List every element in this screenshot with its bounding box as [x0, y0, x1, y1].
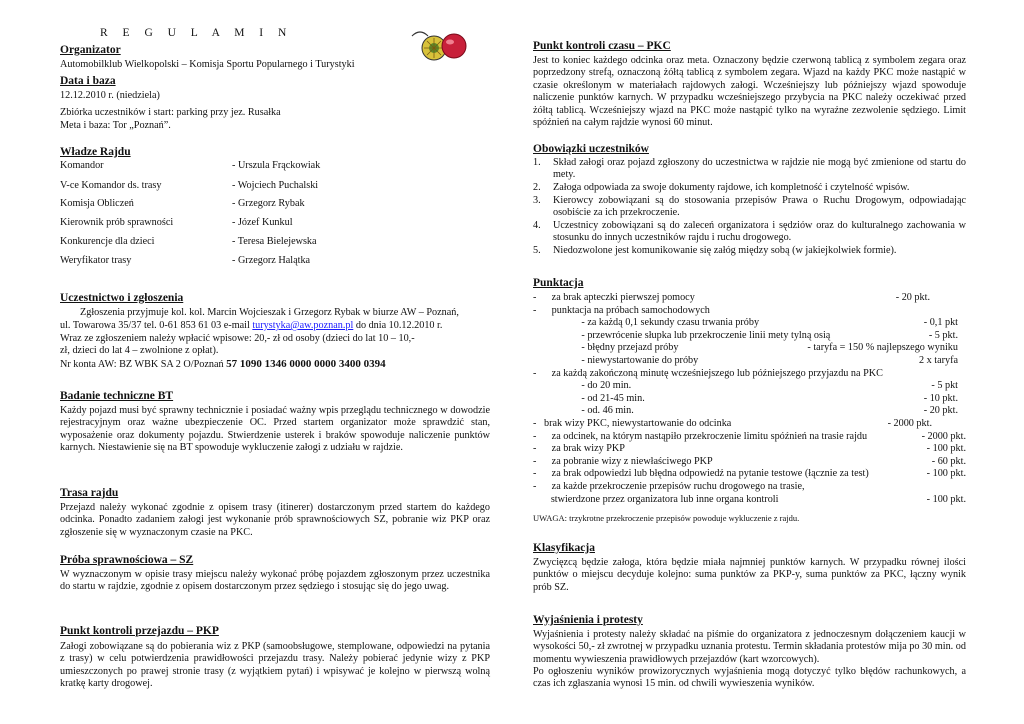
uczestnictwo-line3: Wraz ze zgłoszeniem należy wpłacić wpisowe: 20,- zł od osoby (dzieci do lat 10 – 10,-: [60, 333, 415, 344]
penalty-points: - 5 pkt.: [928, 329, 958, 341]
meta-text: Meta i baza: Tor „Poznań”.: [60, 120, 171, 131]
list-item: [533, 220, 966, 246]
item-number: 4.: [533, 220, 541, 231]
person-name: - Urszula Frąckowiak: [232, 160, 321, 171]
penalty-description: - za pobranie wizy z niewłaściwego PKP: [533, 455, 713, 467]
role-label: Konkurencje dla dzieci: [60, 236, 155, 247]
uczestnictwo-line1: Zgłoszenia przyjmuje kol. kol. Marcin Wojcieszak i Grzegorz Rybak w biurze AW – Poznań,: [80, 307, 459, 318]
penalty-points: - 20 pkt.: [923, 405, 958, 417]
pkc-heading: Punkt kontroli czasu – PKC: [533, 40, 671, 52]
data-baza-heading: Data i baza: [60, 75, 116, 87]
wyjasnienia-text1: Wyjaśnienia i protesty należy składać na piśmie do organizatora z jednoczesnym dołączeniem kaucji w wysokości 50,- zł zwrotnej w przypadku uznania protestu. Termin składania protestów mija po 30 min. od momentu wywieszenia prawidłowych przejazdów (kart wzorcowych).: [533, 629, 966, 665]
penalty-points: - 100 pkt.: [926, 443, 966, 455]
penalty-points: - 2000 pkt.: [887, 418, 932, 429]
list-item: [533, 245, 966, 258]
item-text: Załoga odpowiada za swoje dokumenty rajdowe, ich kompletność i czytelność wpisów.: [553, 182, 910, 193]
role-label: Komandor: [60, 160, 104, 171]
punktacja-row: [533, 292, 966, 305]
item-number: 5.: [533, 245, 541, 256]
penalty-points: - 20 pkt.: [895, 292, 930, 303]
item-number: 3.: [533, 195, 541, 206]
list-item: [533, 182, 966, 195]
item-number: 2.: [533, 182, 541, 193]
penalty-description: - brak wizy PKC, niewystartowanie do odcinka: [533, 418, 732, 429]
penalty-description: - błędny przejazd próby: [533, 342, 679, 354]
punktacja-row: [533, 380, 966, 393]
person-name: - Wojciech Puchalski: [232, 180, 319, 191]
item-text: Skład załogi oraz pojazd zgłoszony do uczestnictwa w rajdzie nie mogą być zmienione od startu do mety.: [553, 157, 966, 181]
punktacja-table: [533, 292, 966, 512]
badanie-heading: Badanie techniczne BT: [60, 390, 174, 402]
uczestnictwo-line2: [60, 320, 442, 332]
obowiazki-heading: Obowiązki uczestników: [533, 143, 649, 155]
penalty-description: - za brak odpowiedzi lub błędna odpowiedź na pytanie testowe (łącznie za test): [533, 468, 869, 480]
penalty-description: - za każdą zakończoną minutę wcześniejszego lub późniejszego przyjazdu na PKC: [533, 367, 883, 379]
list-item: [533, 157, 966, 183]
wladze-heading: Władze Rajdu: [60, 146, 131, 158]
penalty-description: - do 20 min.: [533, 380, 632, 392]
penalty-description: - za odcinek, na którym nastąpiło przekroczenie limitu spóźnień na trasie rajdu: [533, 430, 868, 442]
penalty-description: - przewrócenie słupka lub przekroczenie linii mety tylną osią: [533, 329, 831, 341]
wyjasnienia-text2: Po ogłoszeniu wyników prowizorycznych wyjaśnienia mogą dotyczyć tylko błędów rachunkowych, a czas ich zgłaszania wynosi 15 min. od chwili wywieszenia wyników.: [533, 666, 966, 690]
penalty-points: - 60 pkt.: [931, 455, 966, 467]
pkp-heading: Punkt kontroli przejazdu – PKP: [60, 625, 219, 637]
email-link[interactable]: turystyka@aw.poznan.pl: [252, 320, 354, 331]
punktacja-row: [533, 305, 966, 318]
punktacja-row: [533, 368, 966, 381]
punktacja-row: [533, 431, 966, 444]
penalty-points: - 10 pkt.: [923, 392, 958, 404]
date-text: 12.12.2010 r. (niedziela): [60, 90, 160, 101]
address-text: ul. Towarowa 35/37 tel. 0-61 853 61 03 e-mail: [60, 320, 253, 331]
list-item: [533, 195, 966, 221]
punktacja-heading: Punktacja: [533, 277, 584, 289]
penalty-description: - za brak apteczki pierwszej pomocy: [533, 292, 695, 303]
deadline-text: do dnia 10.12.2010 r.: [353, 320, 443, 331]
organizator-heading: Organizator: [60, 44, 121, 56]
klasyfikacja-text: Zwycięzcą będzie załoga, która będzie miała najmniej punktów karnych. W przypadku równej ilości punktów o miejscu decyduje kolejno: suma punktów za PKP-y, suma punktów za PKC, łączny wynik prób SZ.: [533, 557, 966, 593]
penalty-points: - 5 pkt: [931, 380, 958, 392]
penalty-points: - 0,1 pkt: [923, 317, 958, 329]
punktacja-uwaga: UWAGA: trzykrotne przekroczenie przepisów powoduje wykluczenie z rajdu.: [533, 513, 800, 523]
penalty-description: - za każdą 0,1 sekundy czasu trwania próby: [533, 317, 760, 329]
punktacja-row: [533, 456, 966, 469]
punktacja-row: [533, 342, 966, 355]
penalty-points: 2 x taryfa: [918, 355, 958, 366]
role-label: Kierownik prób sprawności: [60, 217, 174, 228]
penalty-description: - za każde przekroczenie przepisów ruchu drogowego na trasie,: [533, 481, 805, 492]
pkc-text: Jest to koniec każdego odcinka oraz meta. Oznaczony będzie czerwoną tablicą z symbolem zegara oraz poprzedzony strefą, oznaczoną żółtą tablicą z symbolem zegara. Wjazd na każdy PKC może nastąpić w czasie określonym w materiałach rajdowych załogi. Wcześniejszy lub późniejszy wjazd spowoduje naliczenie punktów karnych. W przypadku wcześniejszego przybycia na PKC należy oczekiwać przed żółtą tablicą. Wcześniejszy wjazd na PKC może nastąpić tylko na wyraźne zezwolenie sędziego. Limit spóźnień na całym rajdzie wynosi 60 minut.: [533, 55, 966, 129]
penalty-description: - niewystartowanie do próby: [533, 355, 699, 366]
item-text: Uczestnicy zobowiązani są do zaleceń organizatora i sędziów oraz do kulturalnego zachowania w stosunku do innych uczestników rajdu i ruchu drogowego.: [553, 220, 966, 244]
person-name: - Grzegorz Halątka: [232, 255, 311, 266]
punktacja-row: [533, 481, 966, 494]
punktacja-row: [533, 418, 966, 431]
penalty-description: - punktacja na próbach samochodowych: [533, 304, 710, 316]
punktacja-row: [533, 393, 966, 406]
penalty-points: - 100 pkt.: [926, 468, 966, 480]
punktacja-row: [533, 317, 966, 330]
penalty-points: - taryfa = 150 % najlepszego wyniku: [807, 342, 958, 354]
punktacja-row: [533, 443, 966, 456]
pkp-text: Załogi zobowiązane są do pobierania wiz z PKP (samoobsługowe, stemplowane, odpowiedzi na pytania z trasy) w celu potwierdzenia prawidłowości przejazdu trasy. Należy pobierać jedynie wizy z PKP umieszczonych po prawej stronie trasy (z wyjątkiem pytań) i wpisywać je kolejno w pierwszą wolną kratkę karty drogowej.: [60, 641, 490, 690]
role-label: V-ce Komandor ds. trasy: [60, 180, 162, 191]
uczestnictwo-heading: Uczestnictwo i zgłoszenia: [60, 292, 184, 304]
document-title: R E G U L A M I N: [100, 27, 293, 39]
proba-heading: Próba sprawnościowa – SZ: [60, 554, 194, 566]
person-name: - Grzegorz Rybak: [232, 198, 305, 209]
penalty-description: stwierdzone przez organizatora lub inne organa kontroli: [533, 493, 779, 505]
club-logo-icon: [410, 26, 470, 64]
item-number: 1.: [533, 157, 541, 168]
uczestnictwo-line4: zł, dzieci do lat 4 – zwolnione z opłat).: [60, 345, 219, 356]
role-label: Weryfikator trasy: [60, 255, 132, 266]
organizator-text: Automobilklub Wielkopolski – Komisja Sportu Popularnego i Turystyki: [60, 59, 355, 70]
item-text: Kierowcy zobowiązani są do stosowania przepisów Prawa o Ruchu Drogowym, odpowiadając osobiście za ich przekroczenie.: [553, 195, 966, 219]
klasyfikacja-heading: Klasyfikacja: [533, 542, 595, 554]
bank-account-number: 57 1090 1346 0000 0000 3400 0394: [226, 358, 386, 370]
badanie-text: Każdy pojazd musi być sprawny technicznie i posiadać ważny wpis przeglądu technicznego w dowodzie rejestracyjnym oraz ważne ubezpieczenie OC. Przed startem organizator może sprawdzić stan, wyposażenie oraz dokumenty pojazdu. Stwierdzenie usterek i braków spowoduje naliczenie punktów karnych. Niestawienie się na BT spowoduje wykluczenie załogi z udziału w rajdzie.: [60, 405, 490, 454]
zbiorka-text: Zbiórka uczestników i start: parking przy jez. Rusałka: [60, 107, 281, 118]
bank-account-label: Nr konta AW: BZ WBK SA 2 O/Poznań: [60, 359, 227, 370]
punktacja-row: [533, 468, 966, 481]
role-label: Komisja Obliczeń: [60, 198, 134, 209]
trasa-text: Przejazd należy wykonać zgodnie z opisem trasy (itinerer) dostarczonym przed startem do każdego odcinka. Ponadto zadaniem załogi jest wykonanie prób sprawnościowych SZ, pobranie wiz PKP oraz zgłoszenie się w wyznaczonym czasie na PKC.: [60, 502, 490, 538]
person-name: - Józef Kunkul: [232, 217, 293, 228]
penalty-points: - 2000 pkt.: [921, 430, 966, 442]
penalty-description: - od. 46 min.: [533, 405, 634, 417]
penalty-description: - za brak wizy PKP: [533, 443, 625, 455]
bank-account: [60, 358, 386, 371]
punktacja-row: [533, 405, 966, 418]
punktacja-row: [533, 355, 966, 368]
person-name: - Teresa Bielejewska: [232, 236, 317, 247]
penalty-description: - od 21-45 min.: [533, 392, 645, 404]
punktacja-row: [533, 494, 966, 507]
proba-text: W wyznaczonym w opisie trasy miejscu należy wykonać próbę pojazdem zgłoszonym przez uczestnika do startu w rajdzie, zgodnie z opisem dostarczonym przez sędziego i stosując się do jego uwag.: [60, 569, 490, 593]
punktacja-row: [533, 330, 966, 343]
penalty-points: - 100 pkt.: [926, 493, 966, 505]
trasa-heading: Trasa rajdu: [60, 487, 119, 499]
wyjasnienia-heading: Wyjaśnienia i protesty: [533, 614, 643, 626]
item-text: Niedozwolone jest komunikowanie się załóg między sobą (w jakiejkolwiek formie).: [553, 245, 897, 256]
